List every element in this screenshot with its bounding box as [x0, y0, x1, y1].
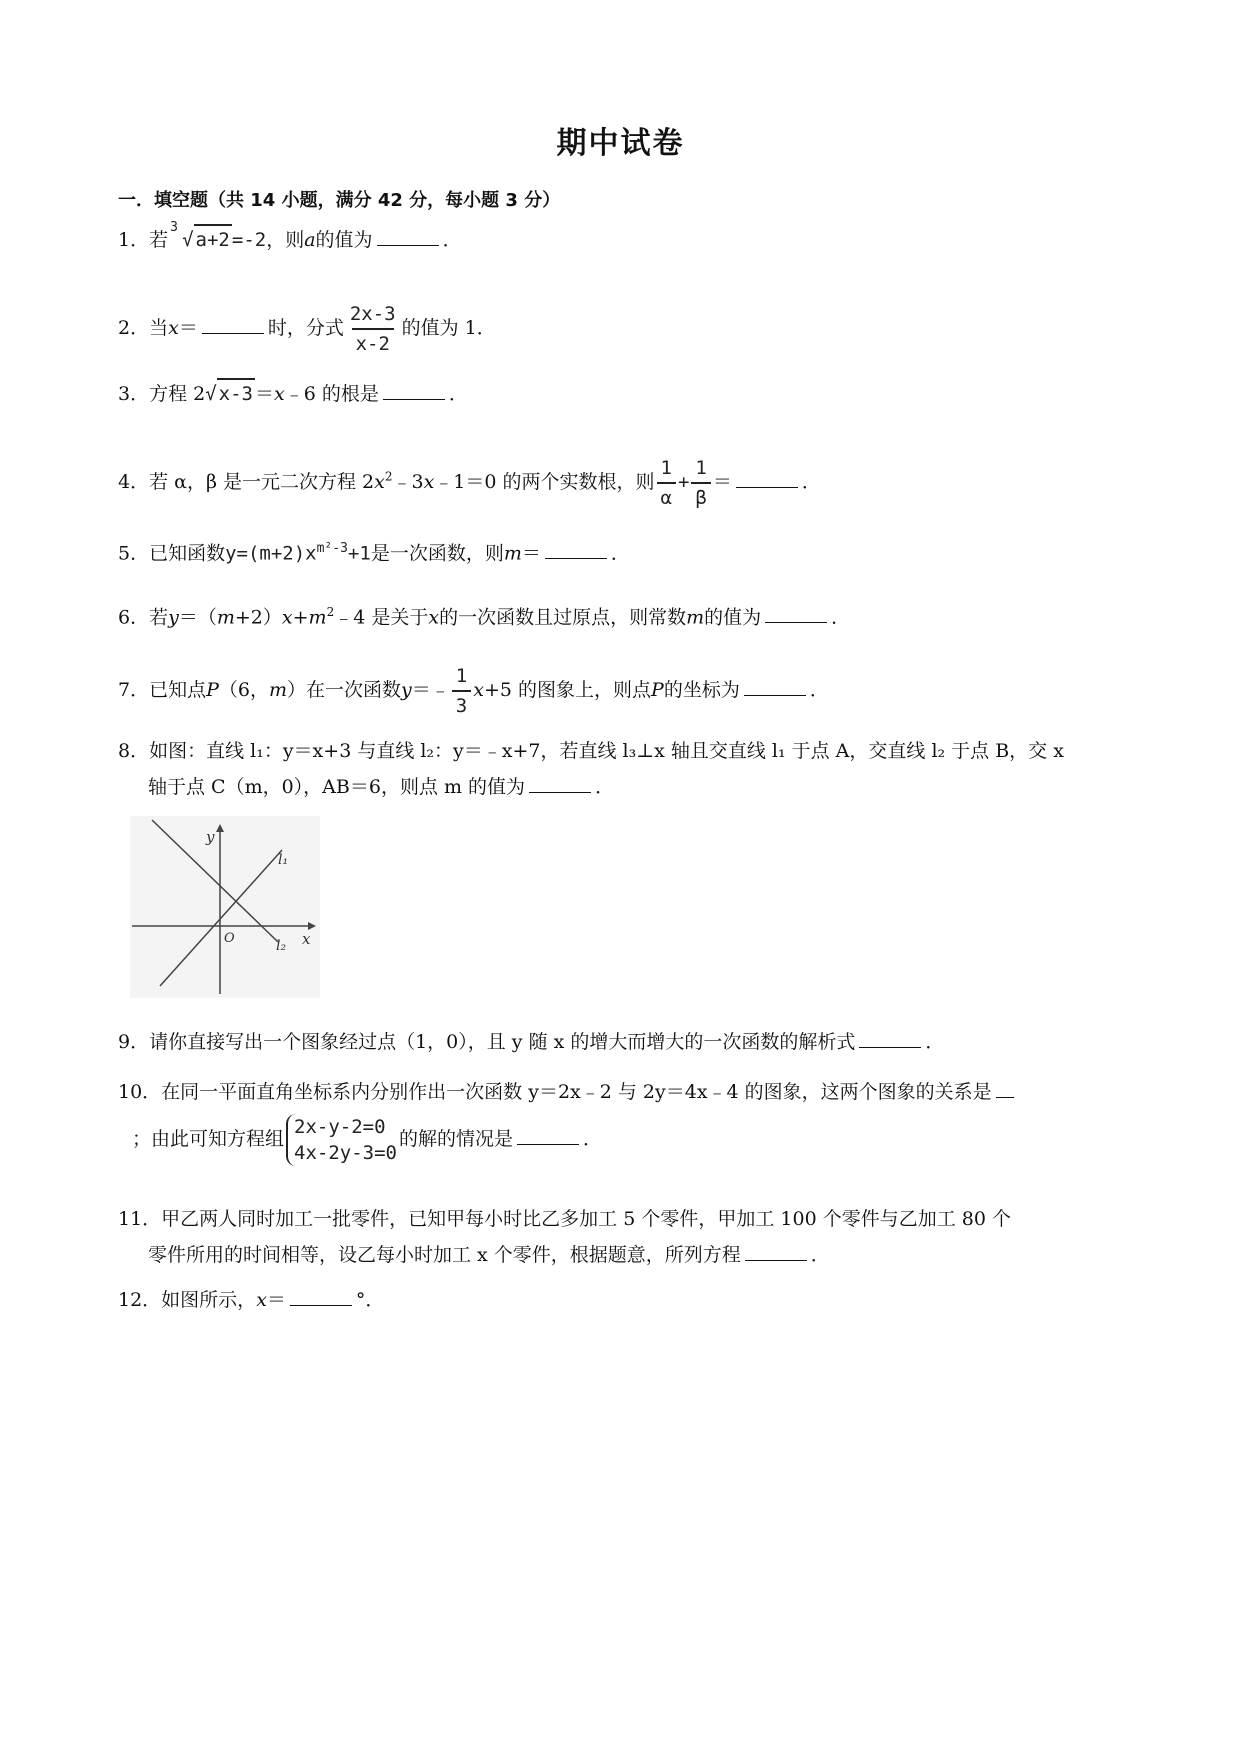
- q3-sqrt: √ x-3: [205, 383, 255, 405]
- q2-text-2: 的值为 1．: [401, 317, 496, 339]
- question-3: [118, 378, 468, 408]
- question-5: [118, 535, 630, 567]
- q4-fraction-1: [657, 454, 676, 512]
- q7-y: y: [401, 679, 412, 701]
- question-4: [118, 454, 821, 512]
- q6-plus: +: [292, 606, 309, 629]
- q10-answer-blank-1[interactable]: [996, 1079, 1014, 1098]
- q4-eq: ＝: [712, 471, 732, 493]
- q2-variable: x: [168, 317, 179, 339]
- q4-prefix: 4．若 α，β 是一元二次方程 2: [118, 471, 375, 493]
- q5-exponent: m²-3: [316, 541, 348, 556]
- q1-equation: =-2: [231, 229, 267, 251]
- q10-line-2: ；由此可知方程组: [132, 1128, 285, 1150]
- x-axis-arrow: [308, 922, 316, 930]
- q6-y: y: [168, 606, 179, 629]
- q4-variable-2: x: [423, 471, 435, 493]
- question-1: [118, 220, 462, 254]
- q5-prefix: 5．已知函数: [118, 542, 226, 565]
- q7-text-2: +5 的图象上，则点: [483, 679, 652, 701]
- x-axis-label: x: [302, 930, 311, 948]
- q7-point-p: P: [206, 679, 219, 701]
- q7-end: ．: [809, 679, 829, 701]
- q5-expression-2: +1: [347, 542, 371, 565]
- q11-line-1: 11．甲乙两人同时加工一批零件，已知甲每小时比乙多加工 5 个零件，甲加工 100 个零件与乙加工 80 个: [118, 1208, 1011, 1230]
- question-6: [118, 598, 850, 631]
- q7-fraction: [452, 662, 471, 720]
- q6-exponent: 2: [326, 605, 335, 619]
- q7-text-3: 的坐标为: [663, 679, 740, 701]
- q1-cube-root: 3 √ a+2: [168, 224, 232, 254]
- q7-answer-blank[interactable]: [744, 677, 806, 696]
- y-axis-arrow: [216, 824, 224, 832]
- q7-point-p-2: P: [651, 679, 664, 701]
- q6-x2: x: [428, 606, 440, 629]
- q12-answer-blank[interactable]: [290, 1287, 352, 1306]
- q7-m: m: [268, 679, 288, 701]
- q4-text-2: ﹣1＝0 的两个实数根，则: [434, 471, 655, 493]
- q8-figure: [130, 816, 320, 998]
- q5-variable: m: [503, 542, 522, 565]
- q2-numerator: 2x-3: [349, 303, 396, 325]
- q2-answer-blank[interactable]: [202, 315, 264, 334]
- q6-prefix: 6．若: [118, 606, 169, 629]
- q10-answer-blank-2[interactable]: [517, 1126, 579, 1145]
- q1-answer-blank[interactable]: [377, 227, 439, 246]
- q5-eq: ＝: [521, 542, 541, 565]
- q4-text: ﹣3: [392, 471, 424, 493]
- q7-eq: ＝﹣: [411, 679, 450, 701]
- q10-equation-2: 4x-2y-3=0: [294, 1142, 397, 1164]
- section-heading: 一．填空题（共 14 小题，满分 42 分，每小题 3 分）: [118, 190, 561, 211]
- q11-answer-blank[interactable]: [745, 1242, 807, 1261]
- coordinate-graph: [130, 816, 320, 998]
- q8-end: ．: [595, 776, 615, 798]
- q4-denominator-2: β: [691, 482, 710, 512]
- q7-prefix: 7．已知点: [118, 679, 207, 701]
- q6-answer-blank[interactable]: [765, 604, 827, 623]
- q8-line-2-wrap: [118, 773, 1064, 801]
- q5-text: 是一次函数，则: [370, 542, 504, 565]
- q10-end: ．: [582, 1128, 602, 1150]
- q2-eq: ＝: [178, 317, 198, 339]
- q2-denominator: x-2: [352, 328, 394, 358]
- q6-text-2: ﹣4 是关于: [334, 606, 429, 629]
- q5-end: ．: [610, 542, 630, 565]
- question-10: [118, 1078, 1018, 1106]
- q11-end: ．: [810, 1244, 830, 1266]
- q6-text-3: 的一次函数且过原点，则常数: [439, 606, 687, 629]
- question-9: [118, 1028, 944, 1056]
- q7-x: x: [473, 679, 484, 701]
- q3-text: ﹣6 的根是: [284, 383, 379, 405]
- q6-text-4: 的值为: [704, 606, 762, 629]
- q1-end: ．: [442, 229, 462, 251]
- question-11: [118, 1205, 1011, 1269]
- q6-x: x: [281, 606, 293, 629]
- q8-line-2: 轴于点 C（m，0），AB＝6，则点 m 的值为: [148, 776, 526, 798]
- l2-label: l₂: [276, 938, 287, 954]
- q3-end: ．: [448, 383, 468, 405]
- q5-answer-blank[interactable]: [545, 540, 607, 559]
- question-10-line-2: [118, 1114, 602, 1166]
- question-12: [118, 1286, 384, 1314]
- q8-answer-blank[interactable]: [529, 774, 591, 793]
- q3-variable: x: [274, 383, 285, 405]
- page-title: 期中试卷: [556, 126, 685, 161]
- q3-answer-blank[interactable]: [383, 381, 445, 400]
- question-2: [118, 300, 496, 358]
- q12-eq: ＝: [266, 1289, 286, 1311]
- q10-line-1: 10．在同一平面直角坐标系内分别作出一次函数 y＝2x﹣2 与 2y＝4x﹣4 的图象，这两个图象的关系是: [118, 1081, 992, 1103]
- q9-answer-blank[interactable]: [859, 1029, 921, 1048]
- q6-end: ．: [831, 606, 851, 629]
- q7-denominator: 3: [452, 690, 471, 720]
- origin-label: O: [224, 931, 235, 946]
- q9-end: ．: [925, 1031, 945, 1053]
- q10-equation-system: [286, 1114, 397, 1166]
- q10-line-2-wrap: [118, 1114, 602, 1166]
- q10-equation-1: 2x-y-2=0: [294, 1116, 386, 1138]
- q8-line-1: 8．如图：直线 l₁：y＝x+3 与直线 l₂：y＝﹣x+7，若直线 l₃⊥x 轴且交直线 l₁ 于点 A，交直线 l₂ 于点 B，交 x: [118, 740, 1064, 762]
- question-8: [118, 737, 1064, 801]
- q11-line-2: 零件所用的时间相等，设乙每小时加工 x 个零件，根据题意，所列方程: [148, 1244, 741, 1266]
- q12-variable: x: [256, 1289, 267, 1311]
- q9-text: 9．请你直接写出一个图象经过点（1，0），且 y 随 x 的增大而增大的一次函数的解析式: [118, 1031, 856, 1053]
- q5-expression: y=(m+2)x: [225, 542, 317, 565]
- q4-numerator-2: 1: [695, 457, 707, 479]
- q4-exponent: 2: [384, 469, 393, 484]
- q12-end: °．: [355, 1289, 385, 1311]
- y-axis-label: y: [206, 828, 215, 846]
- q4-numerator-1: 1: [660, 457, 672, 479]
- q7-text: ）在一次函数: [287, 679, 402, 701]
- q6-m3: m: [686, 606, 705, 629]
- question-7: [118, 662, 829, 720]
- q1-radicand: a+2: [194, 224, 232, 254]
- q6-text: +2）: [234, 606, 282, 629]
- q4-denominator-1: α: [657, 482, 676, 512]
- q1-variable: a: [304, 229, 316, 251]
- q10-text: 的解的情况是: [398, 1128, 513, 1150]
- q3-eq: ＝: [255, 383, 275, 405]
- q12-prefix: 12．如图所示，: [118, 1289, 257, 1311]
- q1-text-2: 的值为: [315, 229, 373, 251]
- l1-label: l₁: [278, 852, 289, 868]
- q11-line-2-wrap: [118, 1241, 1011, 1269]
- q6-m: m: [216, 606, 235, 629]
- q4-answer-blank[interactable]: [736, 469, 798, 488]
- q6-eq: ＝（: [178, 606, 217, 629]
- q3-radicand: x-3: [217, 378, 255, 408]
- q4-plus: +: [677, 471, 690, 493]
- q6-m2: m: [308, 606, 327, 629]
- q2-text: 时，分式: [267, 317, 344, 339]
- q4-end: ．: [801, 471, 821, 493]
- q4-variable: x: [374, 471, 385, 493]
- q1-text: ，则: [266, 229, 305, 251]
- line-l1: [160, 850, 282, 986]
- q4-fraction-2: [691, 454, 710, 512]
- q2-prefix: 2．当: [118, 317, 169, 339]
- q7-numerator: 1: [455, 665, 468, 687]
- q7-coord: （6，: [218, 679, 269, 701]
- q1-root-index: 3: [170, 220, 178, 235]
- q2-fraction: [346, 300, 400, 358]
- q1-prefix: 1．若: [118, 229, 169, 251]
- q3-prefix: 3．方程 2: [118, 383, 206, 405]
